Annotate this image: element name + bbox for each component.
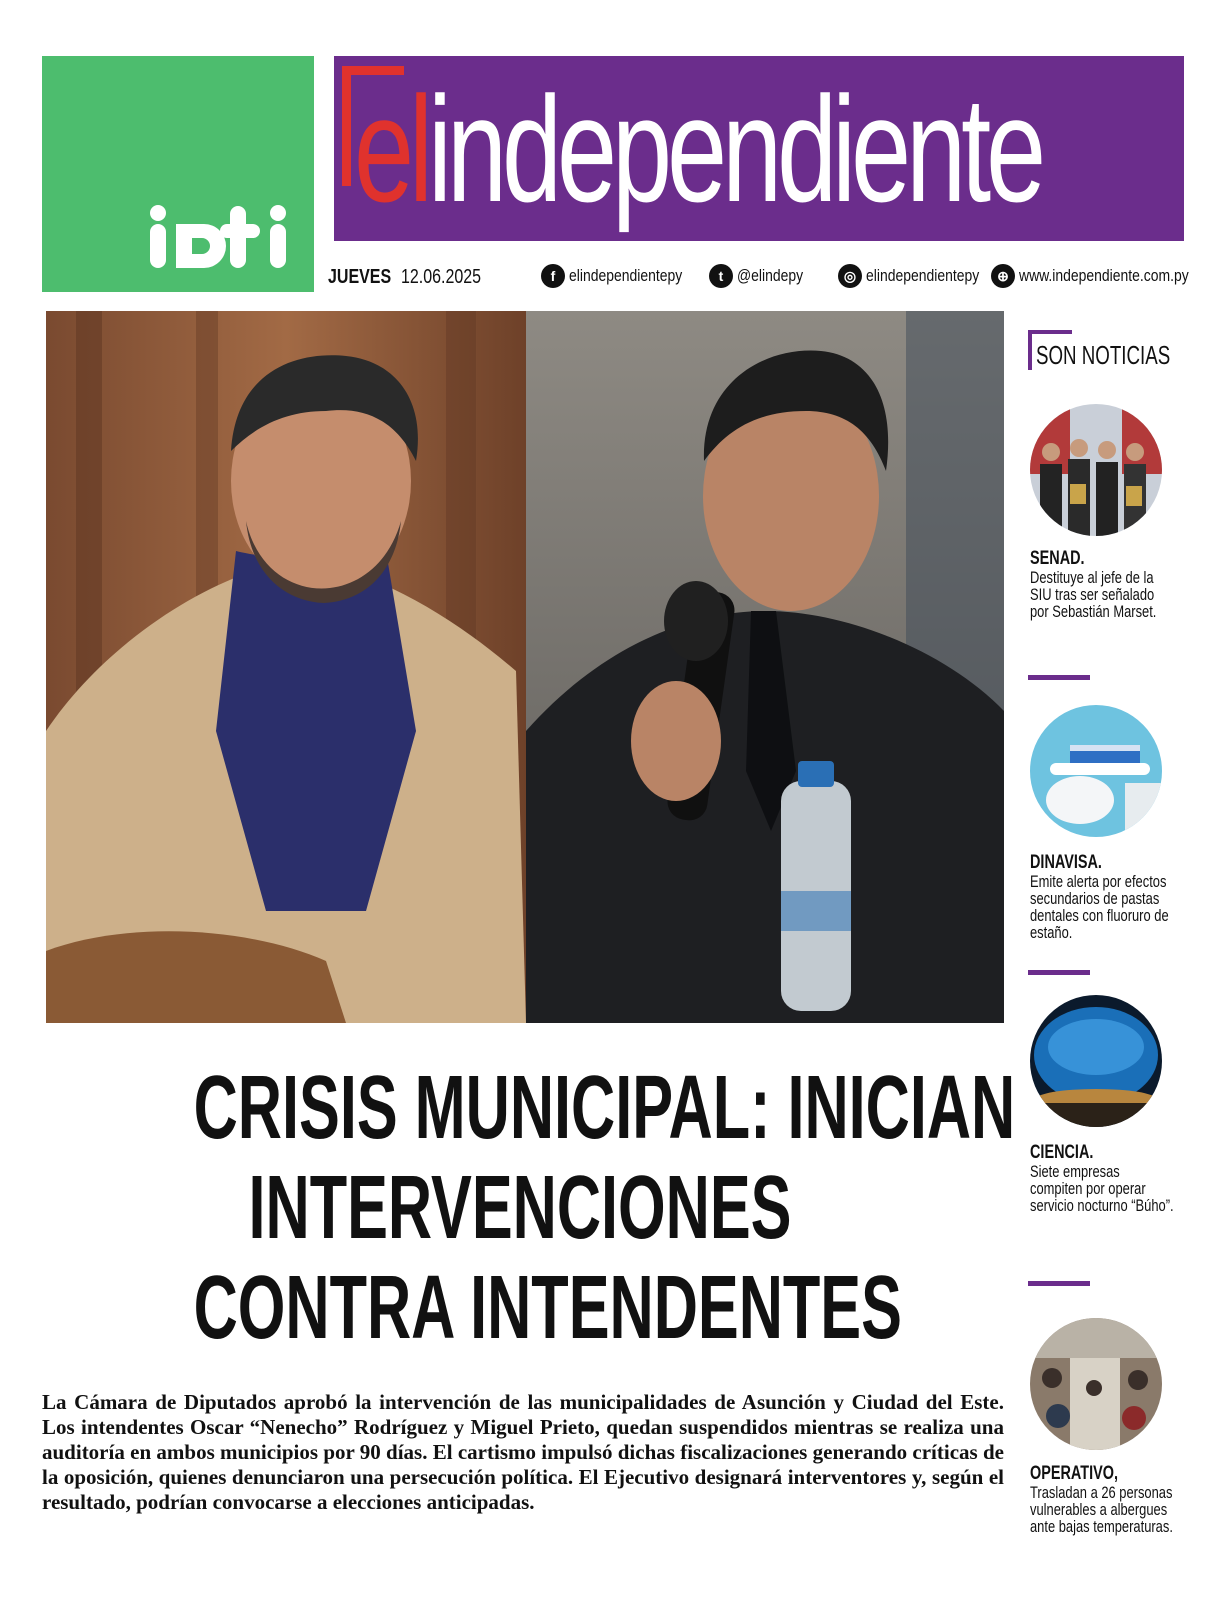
facebook-icon: f	[541, 264, 565, 288]
instagram-icon: ◎	[838, 264, 862, 288]
news-summary: Destituye al jefe de la SIU tras ser señalado por Sebastián Marset.	[1030, 568, 1157, 621]
globe-icon: ⊕	[991, 264, 1015, 288]
news-thumb-ciencia[interactable]	[1030, 995, 1162, 1127]
issue-date: 12.06.2025	[400, 265, 482, 288]
main-photo-right	[526, 311, 1004, 1023]
news-item-senad[interactable]	[1030, 548, 1180, 620]
sidebar-divider	[1028, 970, 1090, 975]
social-facebook[interactable]	[541, 264, 707, 288]
issue-day: JUEVES	[328, 265, 392, 288]
sidebar-title-bracket-top	[1028, 330, 1072, 334]
headline-line-2: INTERVENCIONES	[248, 1158, 792, 1258]
news-tag: DINAVISA.	[1030, 852, 1102, 873]
headline-line-1: CRISIS MUNICIPAL: INICIAN	[193, 1058, 1016, 1158]
instagram-handle: elindependientepy	[866, 266, 980, 285]
news-summary: Trasladan a 26 personas vulnerables a albergues ante bajas temperaturas.	[1030, 1483, 1173, 1536]
news-item-operativo[interactable]	[1030, 1463, 1180, 1535]
masthead	[334, 56, 1184, 241]
masthead-independiente: independiente	[427, 65, 1042, 233]
news-tag: SENAD.	[1030, 548, 1085, 569]
masthead-bracket	[342, 66, 351, 186]
news-tag: CIENCIA.	[1030, 1142, 1094, 1163]
main-photo-left	[46, 311, 526, 1023]
sidebar-divider	[1028, 1281, 1090, 1286]
news-thumb-operativo[interactable]	[1030, 1318, 1162, 1450]
news-item-ciencia[interactable]	[1030, 1142, 1180, 1214]
news-item-dinavisa[interactable]	[1030, 852, 1180, 941]
twitter-handle: @elindepy	[737, 266, 804, 285]
twitter-icon: t	[709, 264, 733, 288]
facebook-handle: elindependientepy	[569, 266, 683, 285]
idti-logo-icon	[146, 204, 296, 274]
news-thumb-dinavisa[interactable]	[1030, 705, 1162, 837]
masthead-el: el	[354, 65, 428, 233]
social-twitter[interactable]	[709, 264, 818, 288]
social-website[interactable]	[991, 264, 1226, 288]
website-url: www.independiente.com.py	[1019, 266, 1189, 285]
social-instagram[interactable]	[838, 264, 1004, 288]
lead-paragraph: La Cámara de Diputados aprobó la intervención de las municipalidades de Asunción y Ciudad del Este. Los intendentes Oscar “Nenecho” Rodríguez y Miguel Prieto, quedan suspendidos mientras se realiza una auditoría en ambos municipios por 90 días. El cartismo impulsó dichas fiscalizaciones generando críticas de la oposición, quienes denunciaron una persecución política. El Ejecutivo designará interventores y, según el resultado, podrían convocarse a elecciones anticipadas.	[42, 1390, 1004, 1514]
news-summary: Siete empresas compiten por operar servicio nocturno “Búho”.	[1030, 1162, 1174, 1215]
brand-logo-box	[42, 56, 314, 292]
sidebar-title-bracket	[1028, 330, 1032, 370]
info-bar	[328, 262, 1198, 292]
headline-line-3: CONTRA INTENDENTES	[193, 1258, 902, 1358]
news-thumb-senad[interactable]	[1030, 404, 1162, 536]
news-tag: OPERATIVO,	[1030, 1463, 1118, 1484]
sidebar-divider	[1028, 675, 1090, 680]
sidebar-title: SON NOTICIAS	[1036, 340, 1171, 370]
main-headline	[40, 1058, 1016, 1358]
news-summary: Emite alerta por efectos secundarios de pastas dentales con fluoruro de estaño.	[1030, 872, 1169, 942]
masthead-title	[354, 64, 1041, 234]
